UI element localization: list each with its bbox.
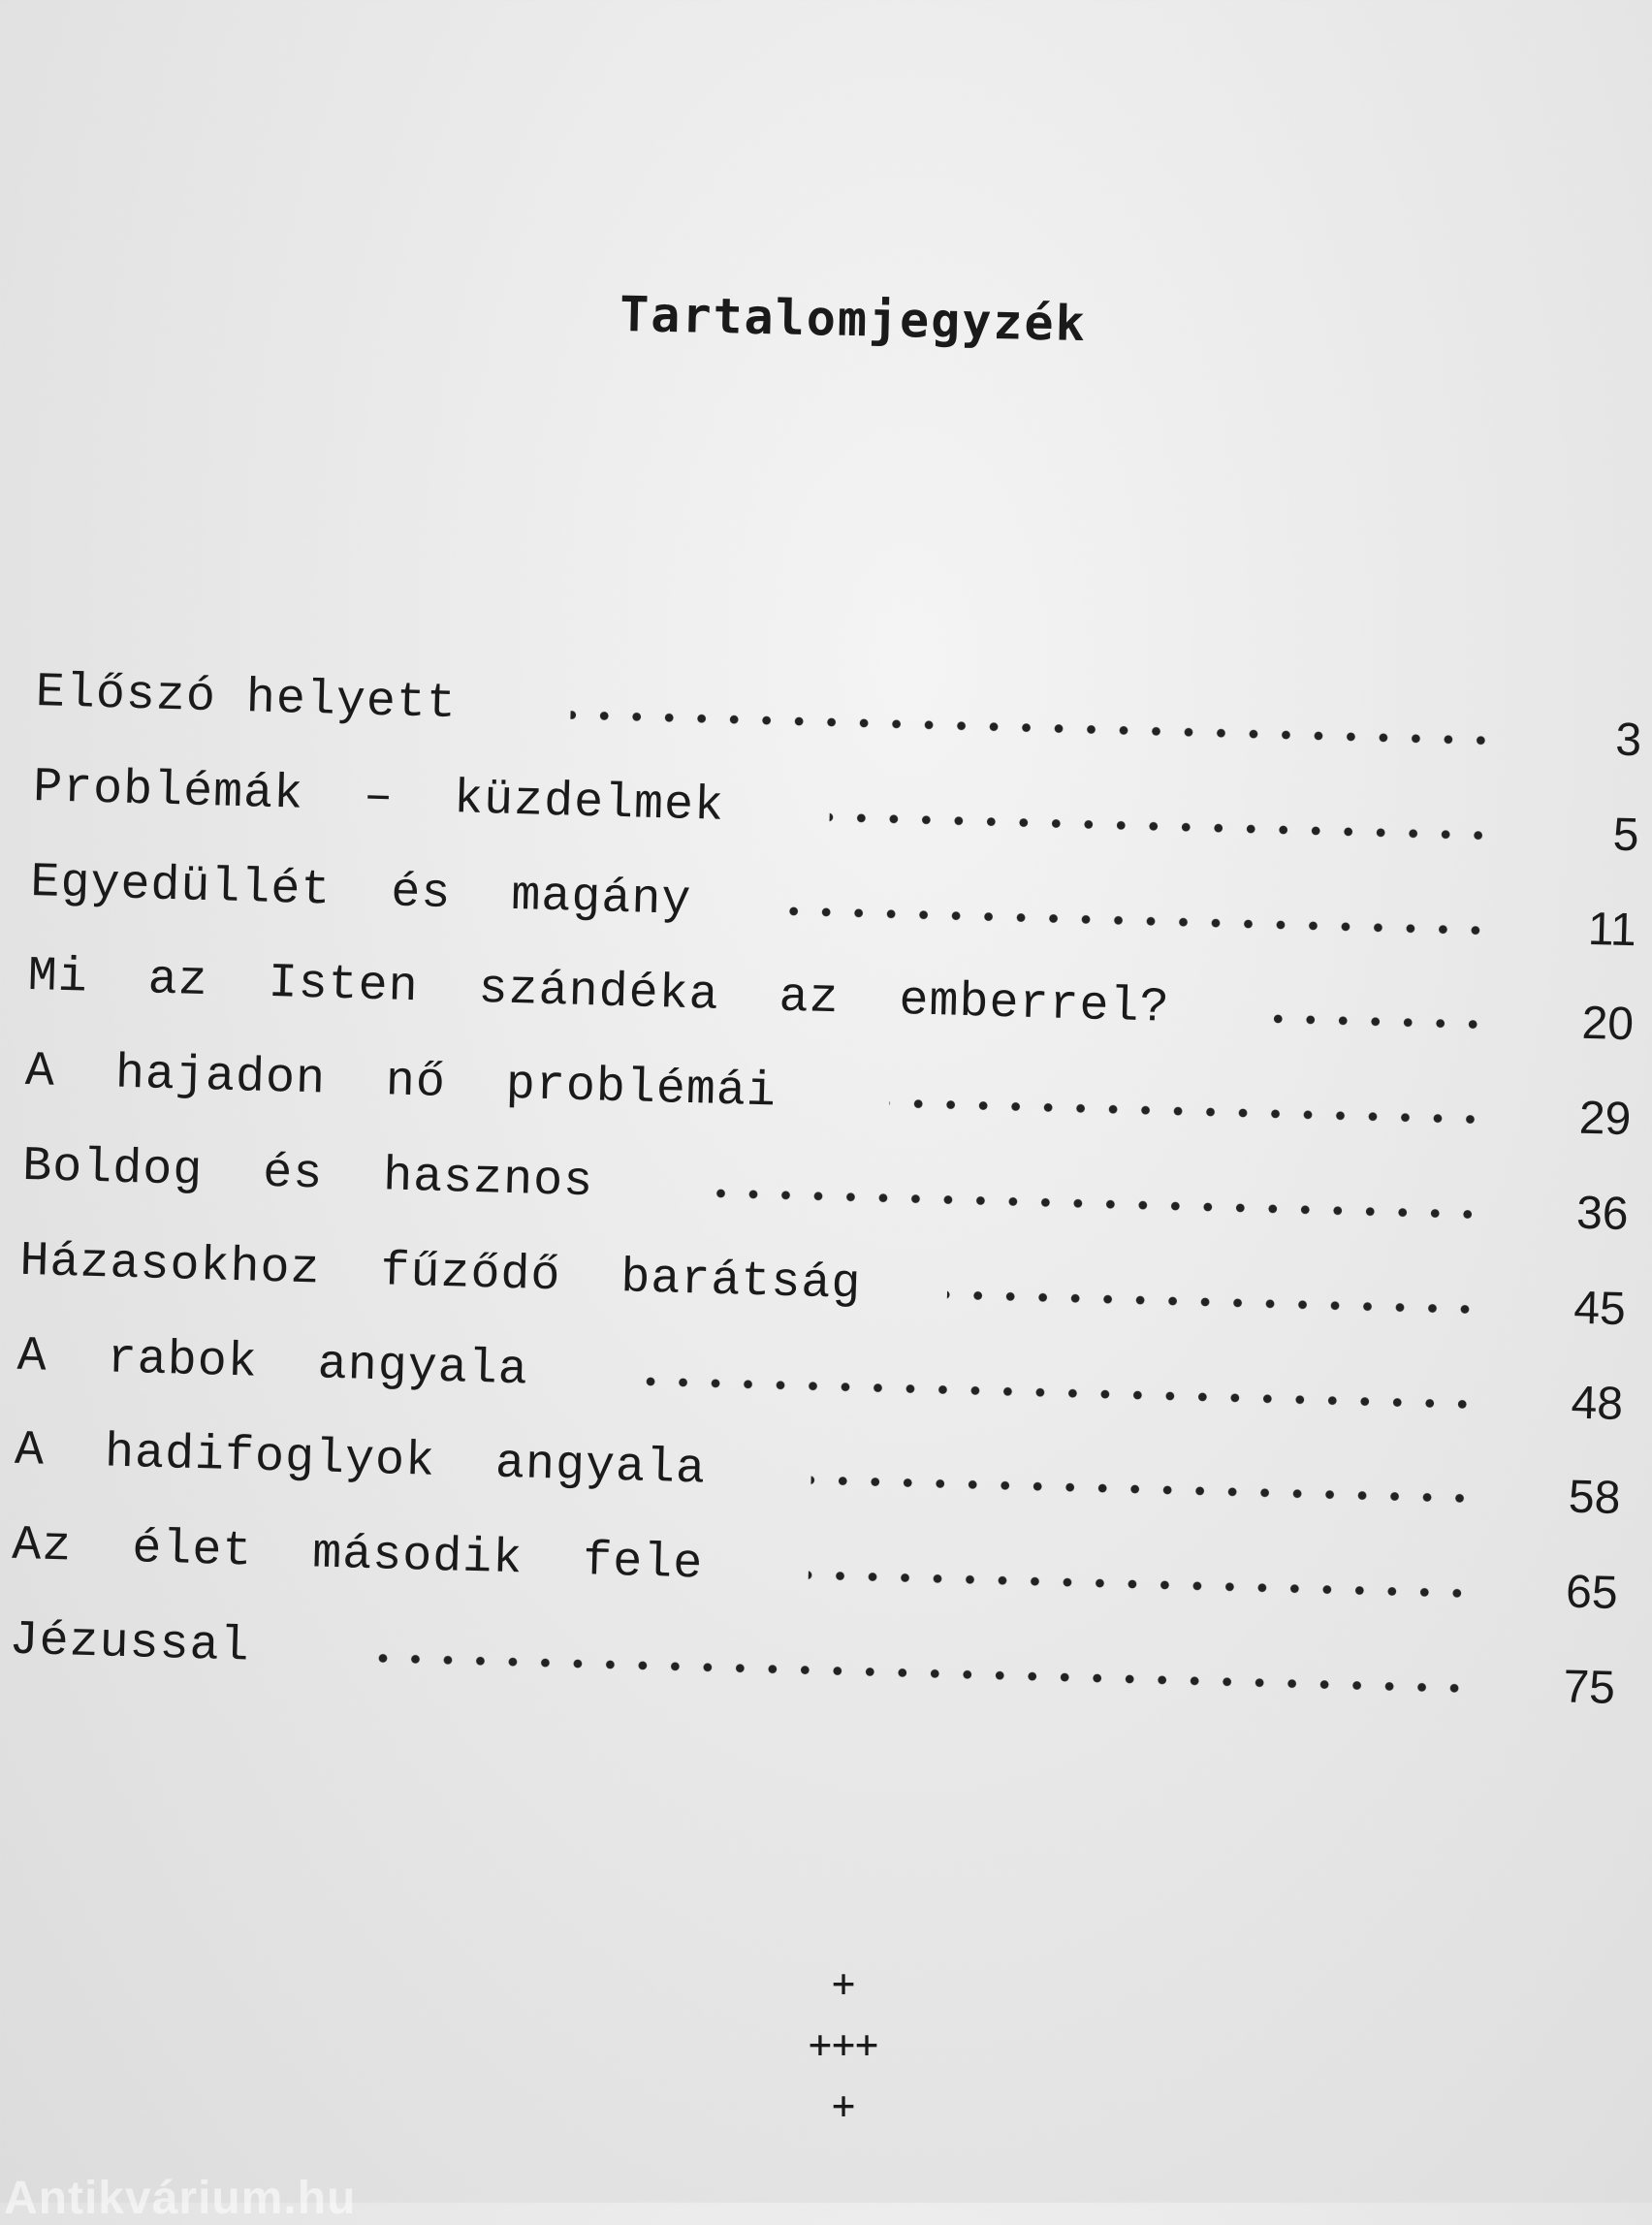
ornament-line: + [831, 1961, 856, 2006]
dot-leader [692, 1173, 1484, 1234]
toc-entry-title: Előszó helyett [35, 665, 458, 733]
toc-entry-page: 75 [1562, 1661, 1616, 1714]
toc-entry-title: Házasokhoz fűződő barátság [18, 1233, 863, 1313]
dot-leader [355, 1638, 1472, 1708]
dot-leader [768, 891, 1492, 950]
dot-leader [1269, 1000, 1489, 1044]
toc-entry-page: 45 [1573, 1282, 1627, 1335]
cross-ornament [766, 1954, 921, 2137]
toc-entry-page: 11 [1587, 903, 1637, 956]
toc-entry-page: 3 [1614, 714, 1642, 767]
toc-entry-title: Az élet második fele [11, 1517, 704, 1593]
toc-entry-page: 36 [1575, 1187, 1630, 1241]
toc-entry-page: 58 [1568, 1471, 1622, 1525]
toc-entry-title: A rabok angyala [16, 1328, 529, 1399]
page-title: Tartalomjegyzék [619, 285, 1088, 353]
dot-leader [889, 1084, 1487, 1139]
toc-entry-page: 20 [1580, 998, 1635, 1051]
toc-entry-title: Mi az Isten szándéka az emberrel? [26, 949, 1171, 1037]
dot-leader [810, 1461, 1477, 1518]
toc-entry-title: Problémák – küzdelmek [32, 759, 725, 835]
dot-leader [829, 798, 1495, 855]
toc-entry-title: A hadifoglyok angyala [14, 1423, 707, 1499]
dot-leader [570, 695, 1498, 760]
toc-entry-page: 48 [1570, 1377, 1624, 1430]
ornament-line: +++ [808, 2022, 879, 2067]
toc-entry-page: 29 [1578, 1092, 1632, 1146]
watermark: Antikvárium.hu [4, 2173, 357, 2224]
dot-leader [946, 1275, 1481, 1328]
toc-entry-title: Jézussal [8, 1612, 251, 1675]
toc-entry-title: Egyedüllét és magány [29, 854, 693, 929]
dot-leader [808, 1556, 1474, 1613]
dot-leader [624, 1361, 1479, 1424]
table-of-contents [0, 654, 1651, 1743]
toc-entry-page: 5 [1612, 809, 1640, 862]
toc-entry-title: Boldog és hasznos [21, 1138, 594, 1211]
toc-entry-title: A hajadon nő problémái [24, 1044, 778, 1121]
ornament-line: + [831, 2083, 856, 2128]
toc-entry-page: 65 [1565, 1566, 1619, 1620]
